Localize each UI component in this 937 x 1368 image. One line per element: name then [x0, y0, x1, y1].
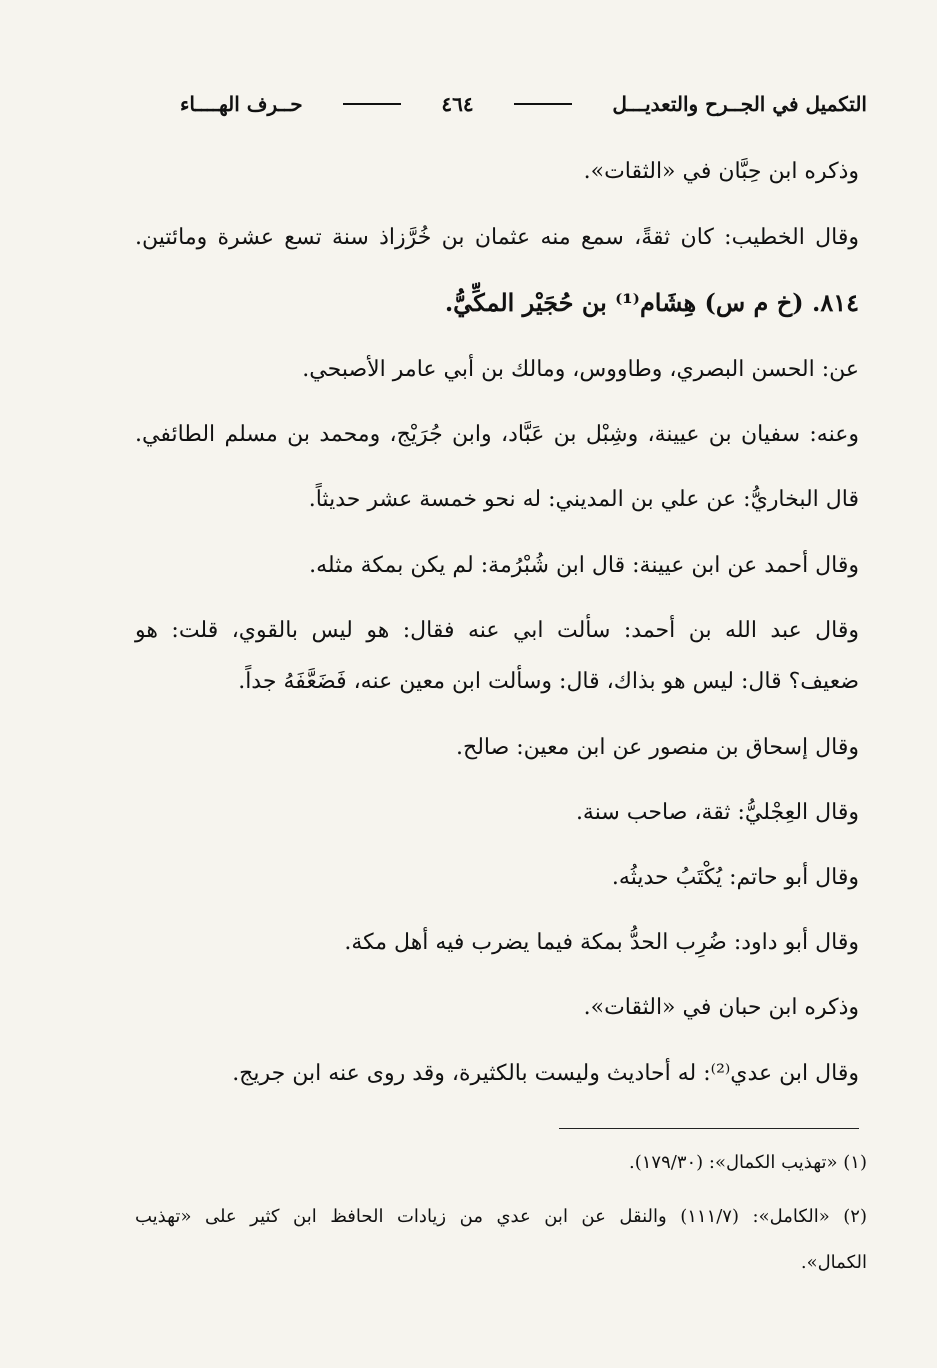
header-dash	[343, 103, 401, 105]
text-line: وقال ابن عدي⁽²⁾: له أحاديث وليست بالكثيرة، وقد روى عنه ابن جريج.	[232, 1061, 859, 1086]
page-number: ٤٦٤	[441, 92, 474, 116]
footnote-separator	[559, 1128, 859, 1129]
text-line: وقال أبو داود: ضُرِب الحدُّ بمكة فيما يضرب فيه أهل مكة.	[344, 930, 859, 955]
text-line: عن: الحسن البصري، وطاووس، ومالك بن أبي عامر الأصبحي.	[302, 357, 859, 382]
book-title: التكميل في الجــرح والتعديـــل	[612, 92, 867, 116]
text-line: وذكره ابن حبان في «الثقات».	[583, 995, 859, 1020]
text-line: قال البخاريُّ: عن علي بن المديني: له نحو خمسة عشر حديثاً.	[308, 487, 859, 512]
entry-heading: ٨١٤. (خ م س) هِشَام⁽¹⁾ بن حُجَيْر المكِّيُّ.	[444, 288, 859, 317]
chapter-title: حــرف الهــــاء	[180, 92, 303, 116]
running-header	[180, 86, 867, 122]
text-line: وقال إسحاق بن منصور عن ابن معين: صالح.	[456, 735, 859, 760]
text-line: وقال أحمد عن ابن عيينة: قال ابن شُبْرُمة: لم يكن بمكة مثله.	[309, 553, 859, 578]
footnote-continuation: الكمال».	[800, 1252, 867, 1273]
footnote: (١) «تهذيب الكمال»: (١٧٩/٣٠).	[629, 1152, 867, 1173]
text-line: وقال الخطيب: كان ثقةً، سمع منه عثمان بن خُرَّزاذ سنة تسع عشرة ومائتين.	[135, 225, 859, 250]
text-line: وذكره ابن حِبَّان في «الثقات».	[583, 159, 859, 184]
text-line: وقال العِجْليُّ: ثقة، صاحب سنة.	[575, 800, 859, 825]
text-line: وقال عبد الله بن أحمد: سألت ابي عنه فقال: هو ليس بالقوي، قلت: هو	[135, 618, 859, 643]
footnote: (٢) «الكامل»: (١١١/٧) والنقل عن ابن عدي من زيادات الحافظ ابن كثير على «تهذيب	[135, 1206, 867, 1227]
text-line: وعنه: سفيان بن عيينة، وشِبْل بن عَبَّاد، وابن جُرَيْج، ومحمد بن مسلم الطائفي.	[135, 422, 859, 447]
text-line: ضعيف؟ قال: ليس هو بذاك، قال: وسألت ابن معين عنه، فَضَعَّفَهُ جداً.	[238, 669, 859, 694]
text-line: وقال أبو حاتم: يُكْتَبُ حديثُه.	[611, 865, 859, 890]
header-dash	[514, 103, 572, 105]
